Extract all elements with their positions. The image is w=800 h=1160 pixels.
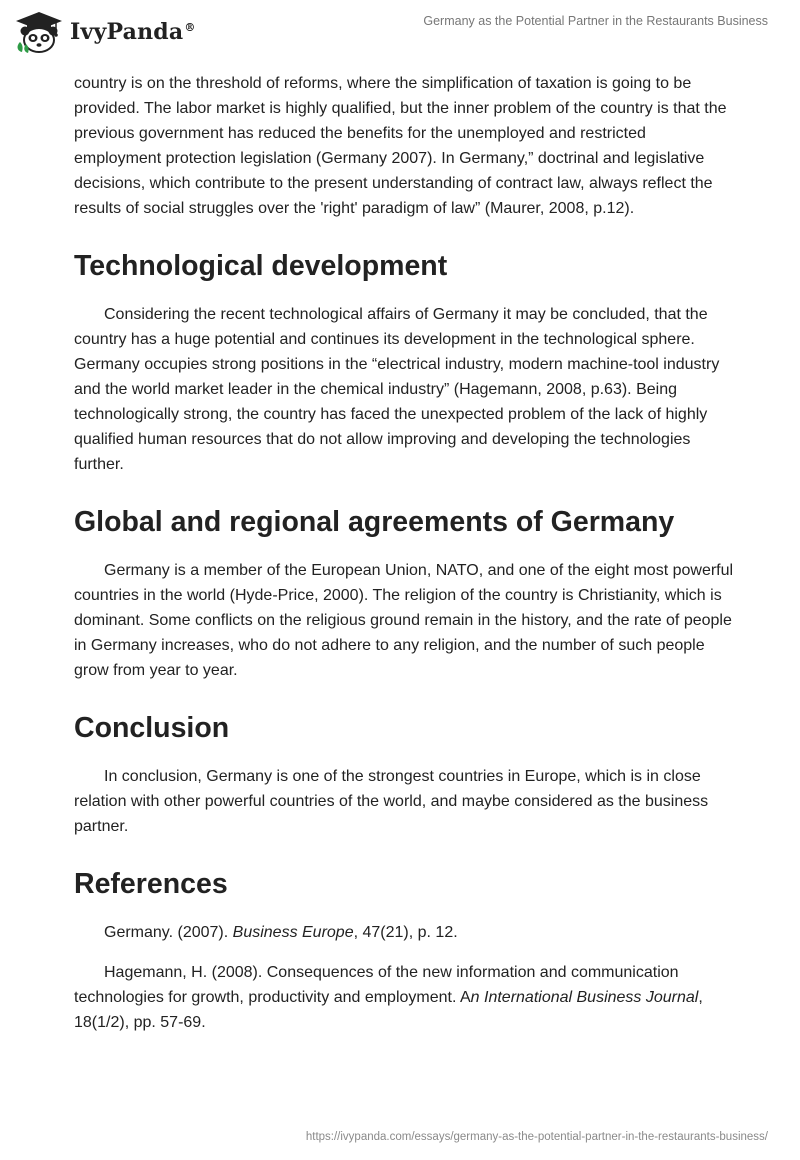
logo-text: IvyPanda® <box>70 19 196 45</box>
paragraph-technological-development: Considering the recent technological affairs of Germany it may be concluded, that the country has a huge potential and continues its development in the technological sphere. Germany occupies strong positions in the “electrical industry, modern machine-tool industry and the world market leader in the chemical industry” (Hagemann, 2008, p.63). Being technologically strong, the country has faced the unexpected problem of the lack of highly qualified human resources that do not allow improving and developing the technologies further. <box>74 306 720 473</box>
heading-references: References <box>74 868 228 900</box>
essay-body <box>74 71 734 1035</box>
ivypanda-logo[interactable] <box>14 10 196 54</box>
page-header <box>0 0 800 62</box>
paragraph-conclusion: In conclusion, Germany is one of the strongest countries in Europe, which is in close relation with other powerful countries of the world, and maybe considered as the business partner. <box>74 768 709 835</box>
heading-technological-development: Technological development <box>74 250 448 282</box>
footer-source-url[interactable]: https://ivypanda.com/essays/germany-as-the-potential-partner-in-the-restaurants-business/ <box>305 1131 768 1143</box>
panda-graduate-icon <box>14 10 64 54</box>
reference-item: Hagemann, H. (2008). Consequences of the new information and communication technologies for growth, productivity and employment. An International Business Journal, 18(1/2), pp. 57-69. <box>74 964 703 1031</box>
heading-global-agreements: Global and regional agreements of Germany <box>74 506 675 538</box>
paragraph-global-agreements: Germany is a member of the European Union, NATO, and one of the eight most powerful countries in the world (Hyde-Price, 2000). The religion of the country is Christianity, which is dominant. Some conflicts on the religious ground remain in the history, and the rate of people in Germany increases, who do not adhere to any religion, and the number of such people grow from year to year. <box>74 562 734 679</box>
intro-paragraph: country is on the threshold of reforms, where the simplification of taxation is going to be provided. The labor market is highly qualified, but the inner problem of the country is that the previous government has reduced the benefits for the unemployed and restricted employment protection legislation (Germany 2007). In Germany,” doctrinal and legislative decisions, which contribute to the present understanding of contract law, always reflect the results of social struggles over the 'right' paradigm of law” (Maurer, 2008, p.12). <box>74 75 727 217</box>
reference-item: Germany. (2007). Business Europe, 47(21), p. 12. <box>104 924 458 941</box>
heading-conclusion: Conclusion <box>74 712 230 744</box>
document-title: Germany as the Potential Partner in the Restaurants Business <box>423 14 768 28</box>
